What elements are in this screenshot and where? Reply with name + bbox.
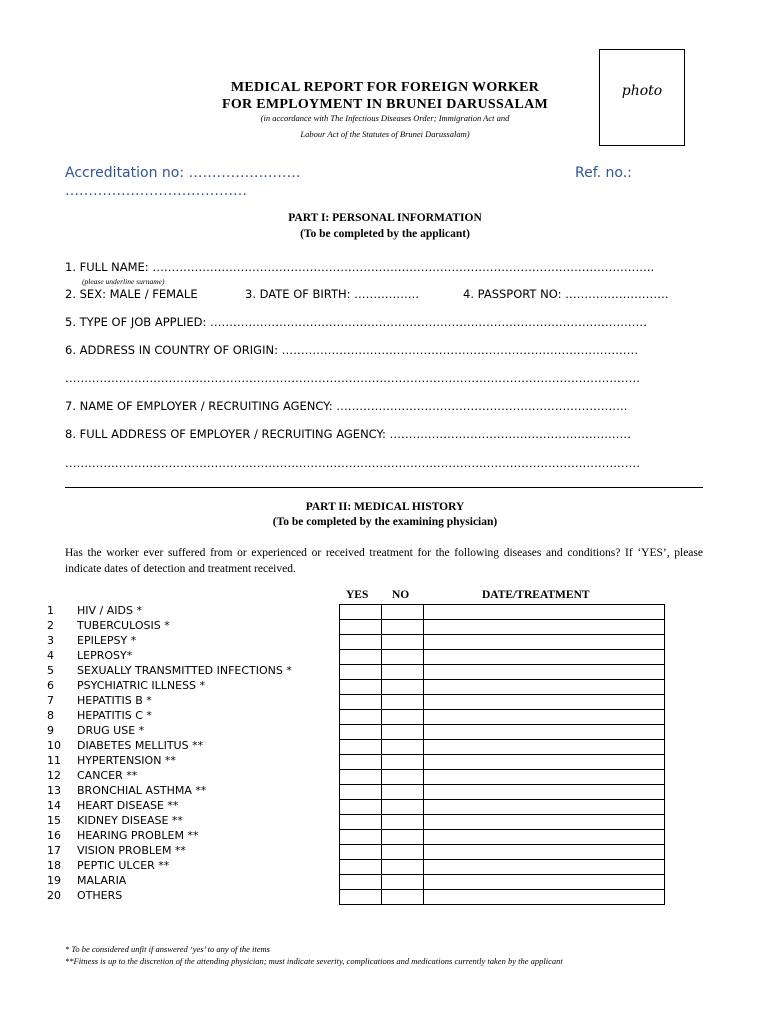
- disease-number: 10: [47, 739, 61, 752]
- date-treatment-cell[interactable]: [424, 665, 665, 680]
- disease-name: CANCER **: [77, 769, 138, 782]
- yes-cell[interactable]: [340, 665, 382, 680]
- part2-title: PART II: MEDICAL HISTORY: [305, 501, 465, 513]
- address-origin-continuation[interactable]: ……………………………………………………………………………………………………………………………………: [65, 371, 640, 385]
- yes-cell[interactable]: [340, 695, 382, 710]
- table-row: [340, 635, 665, 650]
- employer-address-continuation[interactable]: ……………………………………………………………………………………………………………………………………: [65, 456, 640, 470]
- date-treatment-cell[interactable]: [424, 650, 665, 665]
- date-treatment-cell[interactable]: [424, 890, 665, 905]
- table-row: [340, 665, 665, 680]
- disease-number: 14: [47, 799, 61, 812]
- yes-cell[interactable]: [340, 800, 382, 815]
- disease-number: 5: [47, 664, 54, 677]
- yes-cell[interactable]: [340, 635, 382, 650]
- date-treatment-cell[interactable]: [424, 830, 665, 845]
- yes-cell[interactable]: [340, 890, 382, 905]
- no-cell[interactable]: [382, 680, 424, 695]
- table-row: [340, 785, 665, 800]
- no-cell[interactable]: [382, 785, 424, 800]
- disease-name: OTHERS: [77, 889, 123, 902]
- photo-box: [599, 49, 685, 146]
- report-subtitle-line1: (in accordance with The Infectious Diseases Order; Immigration Act and: [260, 113, 510, 123]
- yes-cell[interactable]: [340, 875, 382, 890]
- yes-cell[interactable]: [340, 650, 382, 665]
- medical-history-question: Has the worker ever suffered from or experienced or received treatment for the following diseases and conditions? If ‘YES’, please indicate dates of detection and treatment received.: [65, 547, 703, 575]
- column-header-yes: YES: [346, 589, 369, 601]
- date-treatment-cell[interactable]: [424, 725, 665, 740]
- yes-cell[interactable]: [340, 620, 382, 635]
- no-cell[interactable]: [382, 710, 424, 725]
- disease-name: HIV / AIDS *: [77, 604, 142, 617]
- no-cell[interactable]: [382, 620, 424, 635]
- disease-number: 9: [47, 724, 54, 737]
- no-cell[interactable]: [382, 755, 424, 770]
- disease-name: EPILEPSY *: [77, 634, 137, 647]
- date-treatment-cell[interactable]: [424, 845, 665, 860]
- date-treatment-cell[interactable]: [424, 710, 665, 725]
- no-cell[interactable]: [382, 740, 424, 755]
- date-treatment-cell[interactable]: [424, 695, 665, 710]
- disease-number: 11: [47, 754, 61, 767]
- column-header-no: NO: [392, 589, 410, 601]
- table-row: [340, 890, 665, 905]
- no-cell[interactable]: [382, 860, 424, 875]
- table-row: [340, 710, 665, 725]
- table-row: [340, 755, 665, 770]
- disease-name: PSYCHIATRIC ILLNESS *: [77, 679, 206, 692]
- disease-number: 8: [47, 709, 54, 722]
- footnote-fitness-discretion: **Fitness is up to the discretion of the attending physician; must indicate severity, complications and medications currently taken by the applicant: [65, 956, 563, 966]
- employer-name-field[interactable]: 7. NAME OF EMPLOYER / RECRUITING AGENCY: ………………………………………………………………….: [65, 399, 628, 413]
- disease-name: MALARIA: [77, 874, 127, 887]
- table-row: [340, 815, 665, 830]
- full-name-note: (please underline surname): [82, 277, 165, 286]
- no-cell[interactable]: [382, 725, 424, 740]
- disease-number: 15: [47, 814, 61, 827]
- disease-number: 13: [47, 784, 61, 797]
- disease-name: SEXUALLY TRANSMITTED INFECTIONS *: [77, 664, 292, 677]
- no-cell[interactable]: [382, 830, 424, 845]
- table-row: [340, 695, 665, 710]
- table-row: [340, 875, 665, 890]
- date-treatment-cell[interactable]: [424, 800, 665, 815]
- date-treatment-cell[interactable]: [424, 755, 665, 770]
- disease-name: HEPATITIS C *: [77, 709, 152, 722]
- yes-cell[interactable]: [340, 680, 382, 695]
- no-cell[interactable]: [382, 890, 424, 905]
- job-type-field[interactable]: 5. TYPE OF JOB APPLIED: ……………………………………………………………………………………………………: [65, 315, 648, 329]
- address-origin-field[interactable]: 6. ADDRESS IN COUNTRY OF ORIGIN: …………………………………………………………………………………: [65, 343, 639, 357]
- disease-name: HEARING PROBLEM **: [77, 829, 199, 842]
- table-row: [340, 830, 665, 845]
- report-subtitle-line2: Labour Act of the Statutes of Brunei Darussalam): [300, 129, 470, 139]
- footnote-unfit: * To be considered unfit if answered ‘yes’ to any of the items: [65, 944, 270, 954]
- disease-name: VISION PROBLEM **: [77, 844, 186, 857]
- disease-name: HEPATITIS B *: [77, 694, 152, 707]
- passport-number-field[interactable]: 4. PASSPORT NO: ………………………: [463, 287, 669, 301]
- report-title-line2: FOR EMPLOYMENT IN BRUNEI DARUSSALAM: [221, 97, 549, 112]
- table-row: [340, 650, 665, 665]
- date-treatment-cell[interactable]: [424, 620, 665, 635]
- disease-name: HEART DISEASE **: [77, 799, 179, 812]
- disease-number: 1: [47, 604, 54, 617]
- disease-name: HYPERTENSION **: [77, 754, 176, 767]
- date-treatment-cell[interactable]: [424, 680, 665, 695]
- yes-cell[interactable]: [340, 605, 382, 620]
- date-treatment-cell[interactable]: [424, 770, 665, 785]
- ref-number-label: Ref. no.:: [575, 165, 632, 181]
- disease-name: PEPTIC ULCER **: [77, 859, 170, 872]
- disease-number: 7: [47, 694, 54, 707]
- disease-number: 12: [47, 769, 61, 782]
- no-cell[interactable]: [382, 875, 424, 890]
- yes-cell[interactable]: [340, 785, 382, 800]
- part1-subtitle: (To be completed by the applicant): [300, 228, 470, 240]
- date-treatment-cell[interactable]: [424, 815, 665, 830]
- full-name-field[interactable]: 1. FULL NAME: …………………………………………………………………………………………………………………..: [65, 260, 655, 274]
- date-treatment-cell[interactable]: [424, 875, 665, 890]
- table-row: [340, 770, 665, 785]
- date-treatment-cell[interactable]: [424, 740, 665, 755]
- date-treatment-cell[interactable]: [424, 785, 665, 800]
- no-cell[interactable]: [382, 815, 424, 830]
- disease-number: 2: [47, 619, 54, 632]
- no-cell[interactable]: [382, 770, 424, 785]
- disease-name: KIDNEY DISEASE **: [77, 814, 183, 827]
- disease-number: 20: [47, 889, 61, 902]
- no-cell[interactable]: [382, 665, 424, 680]
- date-treatment-cell[interactable]: [424, 605, 665, 620]
- no-cell[interactable]: [382, 650, 424, 665]
- column-header-date-treatment: DATE/TREATMENT: [482, 589, 590, 601]
- disease-name: LEPROSY*: [77, 649, 133, 662]
- sex-field[interactable]: 2. SEX: MALE / FEMALE: [65, 287, 198, 301]
- yes-cell[interactable]: [340, 830, 382, 845]
- ref-number-field[interactable]: …………………………………: [65, 183, 247, 199]
- photo-label: photo: [621, 83, 663, 99]
- date-treatment-cell[interactable]: [424, 635, 665, 650]
- no-cell[interactable]: [382, 695, 424, 710]
- no-cell[interactable]: [382, 800, 424, 815]
- disease-number: 17: [47, 844, 61, 857]
- table-row: [340, 740, 665, 755]
- disease-name: BRONCHIAL ASTHMA **: [77, 784, 207, 797]
- medical-history-table: [339, 604, 665, 905]
- date-treatment-cell[interactable]: [424, 860, 665, 875]
- no-cell[interactable]: [382, 605, 424, 620]
- part1-title: PART I: PERSONAL INFORMATION: [288, 212, 482, 224]
- yes-cell[interactable]: [340, 860, 382, 875]
- disease-number: 4: [47, 649, 54, 662]
- yes-cell[interactable]: [340, 740, 382, 755]
- disease-name: DIABETES MELLITUS **: [77, 739, 204, 752]
- table-row: [340, 680, 665, 695]
- yes-cell[interactable]: [340, 725, 382, 740]
- report-title-line1: MEDICAL REPORT FOR FOREIGN WORKER: [230, 80, 540, 95]
- yes-cell[interactable]: [340, 845, 382, 860]
- yes-cell[interactable]: [340, 815, 382, 830]
- no-cell[interactable]: [382, 635, 424, 650]
- disease-name: DRUG USE *: [77, 724, 145, 737]
- table-row: [340, 620, 665, 635]
- part2-subtitle: (To be completed by the examining physician): [272, 516, 498, 528]
- accreditation-number-field[interactable]: Accreditation no: ……………………: [65, 165, 301, 181]
- disease-number: 6: [47, 679, 54, 692]
- disease-number: 18: [47, 859, 61, 872]
- table-row: [340, 605, 665, 620]
- table-row: [340, 800, 665, 815]
- employer-address-field[interactable]: 8. FULL ADDRESS OF EMPLOYER / RECRUITING AGENCY: ………………………………………………………: [65, 427, 632, 441]
- yes-cell[interactable]: [340, 770, 382, 785]
- disease-number: 16: [47, 829, 61, 842]
- table-row: [340, 845, 665, 860]
- disease-number: 3: [47, 634, 54, 647]
- table-row: [340, 725, 665, 740]
- disease-name: TUBERCULOSIS *: [77, 619, 170, 632]
- yes-cell[interactable]: [340, 710, 382, 725]
- section-divider: [65, 487, 703, 488]
- table-row: [340, 860, 665, 875]
- disease-number: 19: [47, 874, 61, 887]
- no-cell[interactable]: [382, 845, 424, 860]
- date-of-birth-field[interactable]: 3. DATE OF BIRTH: ……………..: [245, 287, 419, 301]
- yes-cell[interactable]: [340, 755, 382, 770]
